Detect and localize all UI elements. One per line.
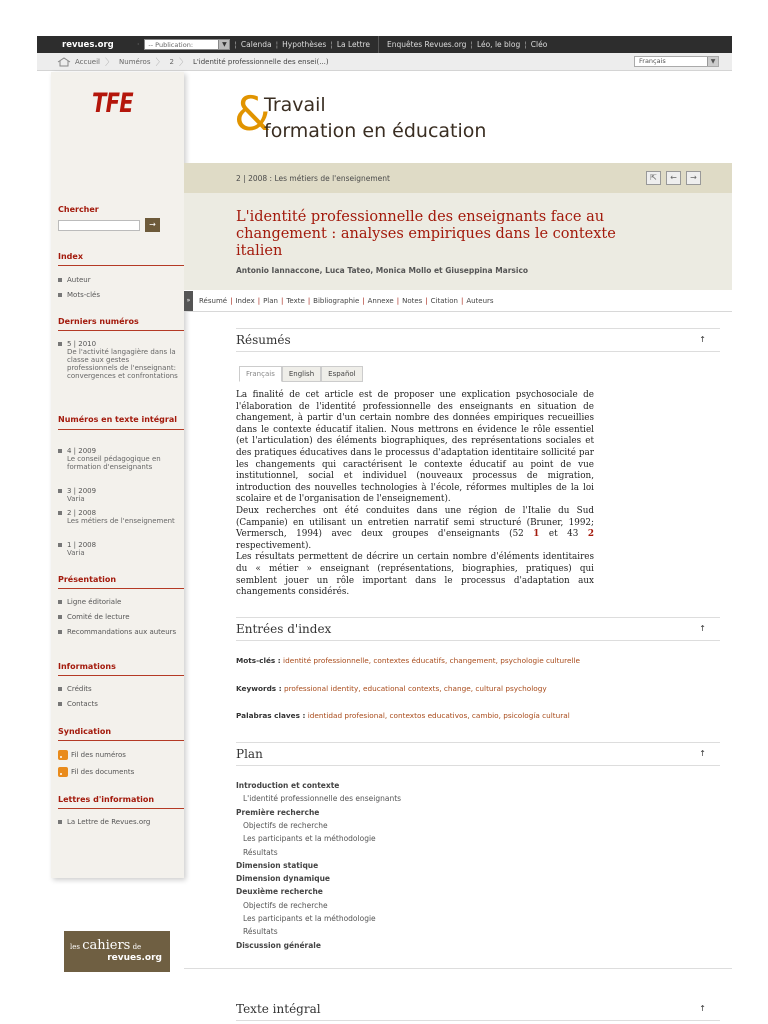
plan-item[interactable]: Discussion générale (236, 940, 321, 950)
abstract-text (236, 390, 594, 599)
sidebar-item-ligne-editoriale[interactable]: Ligne éditoriale (58, 598, 178, 606)
revues-logo[interactable]: revues.org (62, 39, 114, 50)
issue-bar (184, 163, 732, 193)
index-row-palabras: Palabras claves : identidad profesional, contextos educativos, cambio, psicología cultural (236, 711, 570, 720)
bullet-icon (58, 702, 62, 706)
toc-plan[interactable]: Plan (263, 296, 278, 305)
brand-ampersand: & (234, 87, 271, 142)
bullet-icon (58, 449, 62, 453)
language-select[interactable]: Français ▼ (634, 56, 719, 67)
sidebar-item-mots-cles[interactable]: Mots-clés (58, 291, 178, 299)
sidebar-item-credits[interactable]: Crédits (58, 685, 178, 693)
index-row-mots-cles: Mots-clés : identité professionnelle, contextes éducatifs, changement, psychologie culturelle (236, 656, 581, 665)
bullet-icon (58, 489, 62, 493)
plan-item[interactable]: Objectifs de recherche (243, 820, 328, 830)
chevron-right-icon: 〉 (178, 58, 188, 68)
article-title: L'identité professionnelle des enseignants face au changement : analyses empiriques dans le contexte italien (236, 209, 616, 259)
bullet-icon (58, 600, 62, 604)
index-section-header (236, 618, 720, 641)
latest-heading: Derniers numéros (58, 317, 184, 331)
chevron-right-icon: 〉 (105, 58, 115, 68)
bullet-icon (58, 278, 62, 282)
toc-notes[interactable]: Notes (402, 296, 423, 305)
toc-annexe[interactable]: Annexe (367, 296, 394, 305)
search-heading: Chercher (58, 205, 99, 214)
link-la-lettre[interactable]: La Lettre (336, 40, 371, 49)
sidebar-item-issue-1[interactable]: 1 | 2008 Varia (58, 541, 178, 557)
plan-item[interactable]: Objectifs de recherche (243, 900, 328, 910)
link-hypotheses[interactable]: Hypothèses (282, 40, 327, 49)
abstracts-section-header (236, 329, 720, 352)
journal-title-line2[interactable]: formation en éducation (264, 120, 487, 142)
crumb-issue[interactable]: 2 (169, 57, 174, 66)
plan-item[interactable]: Les participants et la méthodologie (243, 914, 376, 923)
feed-documents-link[interactable]: Fil des documents (71, 768, 135, 776)
publications-select[interactable]: -- Publication: ▼ (144, 39, 230, 50)
tab-espanol[interactable]: Español (321, 366, 362, 382)
index-heading: Index (58, 252, 184, 266)
toc-resume[interactable]: Résumé (199, 296, 228, 305)
search-input[interactable] (58, 220, 140, 231)
toc-texte[interactable]: Texte (286, 296, 305, 305)
toc-index[interactable]: Index (235, 296, 255, 305)
rss-icon[interactable] (58, 750, 68, 760)
plan-item[interactable]: Introduction et contexte (236, 781, 340, 790)
journal-title-line1[interactable]: Travail (264, 94, 326, 116)
sidebar-item-contacts[interactable]: Contacts (58, 700, 178, 708)
plan-section-header (236, 743, 720, 766)
link-leo-blog[interactable]: Léo, le blog (476, 40, 521, 49)
bullet-icon (58, 342, 62, 346)
bullet-icon (58, 511, 62, 515)
plan-item[interactable]: Les participants et la méthodologie (243, 834, 376, 844)
abstracts-heading: Résumés (236, 333, 291, 347)
sidebar-item-comite[interactable]: Comité de lecture (58, 613, 178, 621)
bullet-icon (58, 687, 62, 691)
bullet-icon (58, 293, 62, 297)
informations-heading: Informations (58, 662, 184, 676)
nav-first-button[interactable]: ⇱ (646, 171, 661, 185)
plan-item[interactable]: Résultats (243, 927, 278, 937)
nav-prev-button[interactable]: ← (666, 171, 681, 185)
breadcrumb (37, 53, 732, 71)
arrow-up-icon[interactable]: ↑ (699, 1004, 706, 1013)
toc-bibliographie[interactable]: Bibliographie (313, 296, 360, 305)
tfe-logo[interactable]: TFE (92, 88, 133, 119)
bullet-icon (58, 820, 62, 824)
tab-francais[interactable]: Français (239, 366, 282, 382)
arrow-up-icon[interactable]: ↑ (699, 624, 706, 633)
sidebar-item-issue-5[interactable]: 5 | 2010 De l'activité langagière dans la classe aux gestes professionnels de l'enseignant: convergences et confrontations (58, 340, 178, 380)
nav-next-button[interactable]: → (686, 171, 701, 185)
search-button[interactable]: → (145, 218, 160, 232)
issue-label[interactable]: 2 | 2008 : Les métiers de l'enseignement (236, 174, 390, 183)
bullet-icon (58, 630, 62, 634)
plan-item[interactable]: Première recherche (236, 807, 320, 817)
fulltext-heading: Texte intégral (236, 1002, 321, 1016)
syndication-heading: Syndication (58, 727, 184, 741)
arrow-up-icon[interactable]: ↑ (699, 335, 706, 344)
tab-english[interactable]: English (282, 366, 321, 382)
top-bar: revues.org · -- Publication: ▼ ¦ Calenda ¦ Hypothèses ¦ La Lettre Enquêtes Revues.org ¦ Léo, le blog ¦ Cléo (37, 36, 732, 53)
sidebar-item-issue-3[interactable]: 3 | 2009 Varia (58, 487, 178, 503)
plan-item[interactable]: Dimension statique (236, 860, 319, 870)
presentation-heading: Présentation (58, 575, 184, 589)
chevron-down-icon: ▼ (218, 40, 229, 49)
plan-item[interactable]: L'identité professionnelle des enseignants (243, 794, 402, 804)
plan-item[interactable]: Dimension dynamique (236, 874, 331, 884)
plan-heading: Plan (236, 747, 263, 761)
chevron-right-icon: 〉 (155, 58, 165, 68)
index-entries-heading: Entrées d'index (236, 622, 332, 636)
abstract-paragraph: Deux recherches ont été conduites dans une région de l'Italie du Sud (Campanie) en utilisant un entretien narratif semi structuré (Bruner, 1992; Vermersch, 1994) avec deux groupes d'enseignants (52 1 et 43 2 respectivement). (236, 505, 594, 551)
article-authors[interactable]: Antonio Iannaccone, Luca Tateo, Monica Mollo et Giuseppina Marsico (236, 266, 529, 275)
home-icon[interactable] (57, 57, 71, 67)
bullet-icon (58, 615, 62, 619)
newsletters-heading: Lettres d'information (58, 795, 184, 809)
index-row-keywords: Keywords : professional identity, educational contexts, change, cultural psychology (236, 684, 547, 693)
plan-item[interactable]: Deuxième recherche (236, 887, 323, 897)
fulltext-section-header (236, 998, 720, 1021)
rss-icon[interactable] (58, 767, 68, 777)
link-calenda[interactable]: Calenda (240, 40, 272, 49)
sidebar-item-issue-4[interactable]: 4 | 2009 Le conseil pédagogique en formation d'enseignants (58, 447, 178, 471)
arrow-up-icon[interactable]: ↑ (699, 749, 706, 758)
note-ref-1[interactable]: 1 (533, 529, 540, 540)
toc-citation[interactable]: Citation (430, 296, 458, 305)
sidebar-item-recommandations[interactable]: Recommandations aux auteurs (58, 628, 178, 636)
abstract-paragraph: La finalité de cet article est de proposer une explication psychosociale de l'élaboration de l'identité professionnelle des enseignants en situation de changement, à partir d'un certain nombre des données empiriques recueillies dans le contexte éducatif italien. Nous mettrons en évidence le rôle essentiel (et l'articulation) des éléments biographiques, des représentations sociales et des pratiques éducatives dans le processus d'adaptation identitaire sollicité par les changements qui caractérisent le contexte éducatif au point de vue institutionnel, social et individuel (nouveaux processus de migration, introduction des nouvelles technologies à l'école, réformes multiples de la loi scolaire et de l'organisation de l'enseignement). (236, 390, 594, 505)
crumb-current: L'identité professionnelle des ensei(...) (192, 57, 329, 66)
sidebar-item-auteur[interactable]: Auteur (58, 276, 178, 284)
abstract-paragraph: Les résultats permettent de décrire un certain nombre d'éléments identitaires du « métier » enseignant (représentations, biographies, pratiques) qui semblent jouer un rôle important dans le processus d'adaptation aux changements considérés. (236, 552, 594, 598)
toggle-sidebar-icon[interactable]: » (184, 291, 193, 311)
feed-issues-link[interactable]: Fil des numéros (71, 751, 126, 759)
crumb-numeros[interactable]: Numéros (119, 57, 151, 66)
link-cleo[interactable]: Cléo (530, 40, 548, 49)
sidebar-item-lettre[interactable]: La Lettre de Revues.org (58, 818, 178, 826)
note-ref-2[interactable]: 2 (587, 529, 594, 540)
toc-auteurs[interactable]: Auteurs (466, 296, 494, 305)
bullet-icon (58, 543, 62, 547)
sidebar-item-issue-2[interactable]: 2 | 2008 Les métiers de l'enseignement (58, 509, 178, 525)
abstract-language-tabs (239, 366, 363, 382)
chevron-down-icon: ▼ (707, 57, 718, 66)
article-toc-bar: » Résumé | Index | Plan | Texte | Bibliographie | Annexe | Notes | Citation | Auteurs (184, 290, 732, 312)
link-enquetes[interactable]: Enquêtes Revues.org (387, 40, 467, 49)
plan-item[interactable]: Résultats (243, 847, 278, 857)
cahiers-revues-logo[interactable]: les cahiers de revues.org (64, 931, 170, 972)
full-text-heading: Numéros en texte intégral (58, 415, 184, 430)
crumb-accueil[interactable]: Accueil (75, 57, 100, 66)
